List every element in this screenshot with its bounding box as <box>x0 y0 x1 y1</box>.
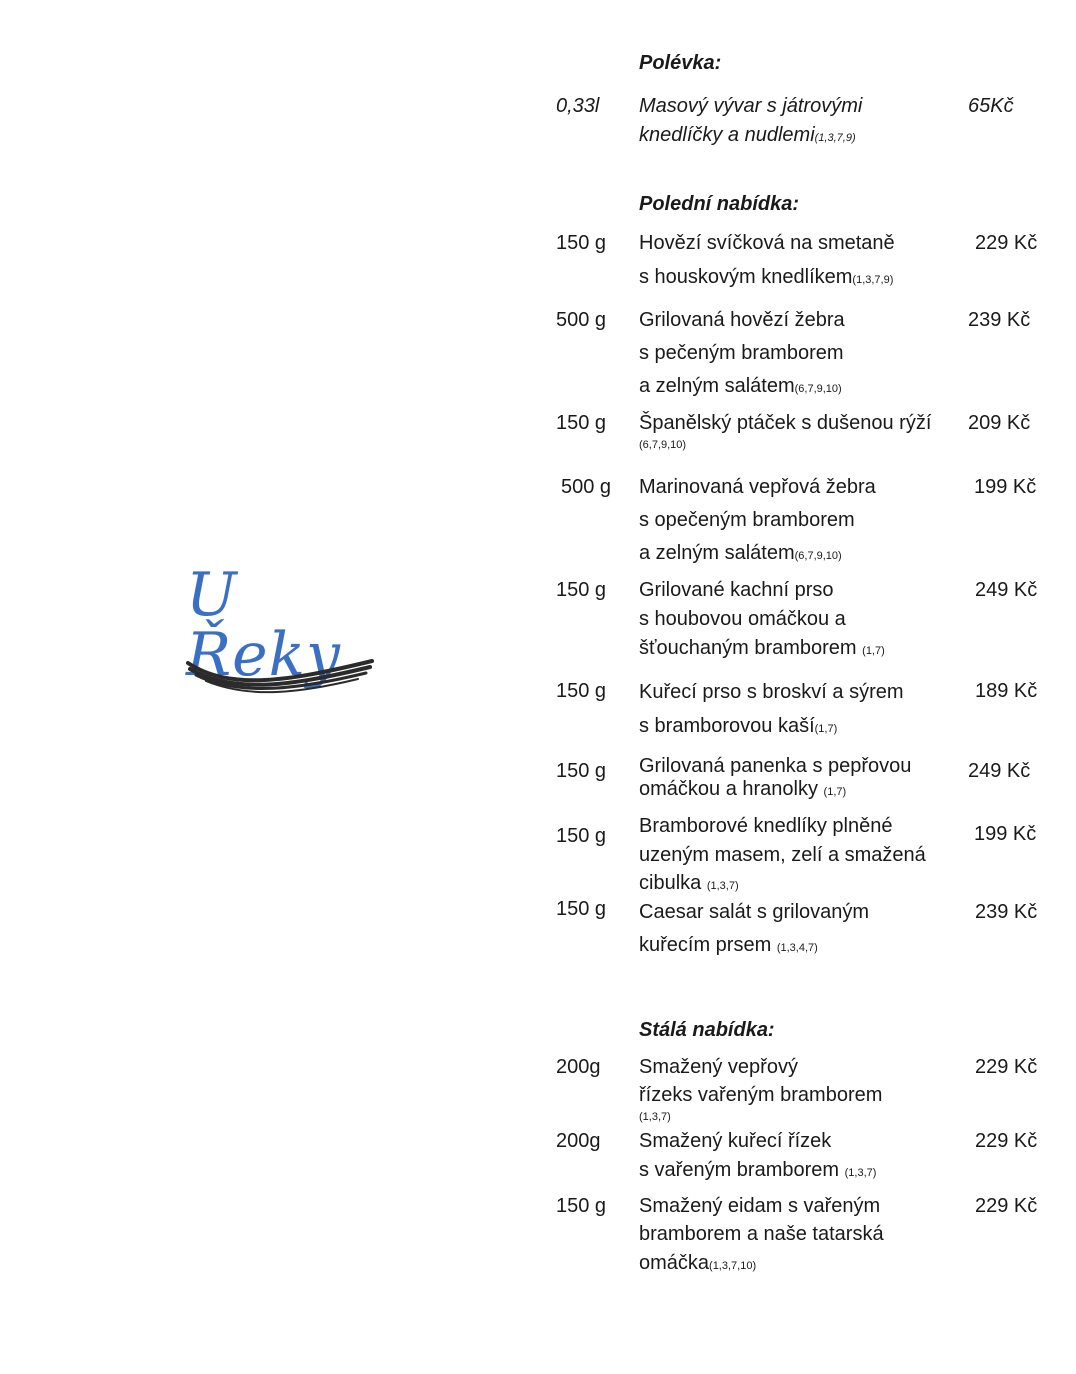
item-price: 199 Kč <box>974 476 1037 498</box>
item-desc-line2 <box>639 263 893 294</box>
item-desc-line1: Kuřecí prso s broskví a sýrem <box>639 681 904 703</box>
item-desc: s houskovým knedlíkem <box>639 266 853 288</box>
item-desc-line2 <box>639 931 818 962</box>
item-desc-line2: řízeks vařeným bramborem <box>639 1084 883 1106</box>
allergens: (6,7,9,10) <box>639 439 687 451</box>
item-weight: 200g <box>556 1056 601 1078</box>
item-weight: 150 g <box>556 825 607 847</box>
item-price: 249 Kč <box>975 579 1038 601</box>
item-desc-line2 <box>639 712 837 743</box>
logo-text: U Řeky <box>186 560 341 690</box>
item-desc-line3 <box>639 869 739 900</box>
item-desc: cibulka <box>639 872 707 894</box>
item-desc-line1: Španělský ptáček s dušenou rýží <box>639 412 932 434</box>
item-desc: kuřecím prsem <box>639 934 777 956</box>
soup-desc: knedlíčky a nudlemi <box>639 124 815 146</box>
item-desc: a zelným salátem <box>639 375 795 397</box>
item-price: 229 Kč <box>975 1056 1038 1078</box>
item-desc: s bramborovou kaší <box>639 715 815 737</box>
allergens: (1,3,7) <box>844 1167 877 1179</box>
item-price: 239 Kč <box>975 901 1038 923</box>
item-weight: 150 g <box>556 680 607 702</box>
item-weight: 200g <box>556 1130 601 1152</box>
item-desc-line1: Grilované kachní prso <box>639 579 834 601</box>
item-desc-line1: Smažený kuřecí řízek <box>639 1130 832 1152</box>
item-weight: 150 g <box>556 760 607 782</box>
item-weight: 150 g <box>556 898 607 920</box>
item-desc-line3 <box>639 634 885 665</box>
item-desc-line1: Grilovaná panenka s pepřovou <box>639 755 912 777</box>
item-price: 209 Kč <box>968 412 1031 434</box>
item-desc-line1: Bramborové knedlíky plněné <box>639 815 893 837</box>
item-price: 189 Kč <box>975 680 1038 702</box>
soup-line1: Masový vývar s játrovými <box>639 95 863 117</box>
item-desc-line3 <box>639 539 842 570</box>
item-desc-line1: Hovězí svíčková na smetaně <box>639 232 895 254</box>
item-desc-line1: Smažený eidam s vařeným <box>639 1195 881 1217</box>
item-price: 229 Kč <box>975 1195 1038 1217</box>
soup-line2 <box>639 121 856 152</box>
item-desc-line2 <box>639 1156 876 1187</box>
soup-heading: Polévka: <box>639 52 722 74</box>
standard-heading: Stálá nabídka: <box>639 1019 775 1041</box>
item-desc-line1: Marinovaná vepřová žebra <box>639 476 876 498</box>
allergens: (1,7) <box>862 645 885 657</box>
item-desc: s vařeným bramborem <box>639 1159 845 1181</box>
allergens: (1,3,7,9) <box>852 274 894 286</box>
item-price: 239 Kč <box>968 309 1031 331</box>
item-desc-line2: s pečeným bramborem <box>639 342 844 364</box>
item-desc-line1: Grilovaná hovězí žebra <box>639 309 845 331</box>
item-weight: 500 g <box>561 476 612 498</box>
item-desc-line2: bramborem a naše tatarská <box>639 1223 884 1245</box>
item-desc-line3 <box>639 1249 756 1280</box>
allergens: (1,7) <box>814 723 838 735</box>
soup-weight: 0,33l <box>556 95 600 117</box>
allergens: (1,3,7,10) <box>709 1260 757 1272</box>
soup-price: 65Kč <box>968 95 1014 117</box>
item-weight: 150 g <box>556 1195 607 1217</box>
lunch-heading: Polední nabídka: <box>639 193 800 215</box>
item-price: 199 Kč <box>974 823 1037 845</box>
wave-icon <box>180 651 380 701</box>
item-price: 249 Kč <box>968 760 1031 782</box>
restaurant-logo <box>180 560 380 705</box>
allergens: (1,7) <box>823 786 847 798</box>
item-desc: a zelným salátem <box>639 542 795 564</box>
allergens: (6,7,9,10) <box>794 550 842 562</box>
item-desc-line2: uzeným masem, zelí a smažená <box>639 844 926 866</box>
allergens: (1,3,7) <box>639 1111 671 1123</box>
allergens: (1,3,7) <box>706 880 739 892</box>
item-weight: 500 g <box>556 309 607 331</box>
item-price: 229 Kč <box>975 1130 1038 1152</box>
item-desc-line1: Smažený vepřový <box>639 1056 798 1078</box>
item-desc-line3 <box>639 372 842 403</box>
item-desc-line2 <box>639 775 846 806</box>
item-weight: 150 g <box>556 232 607 254</box>
item-desc-line2: s opečeným bramborem <box>639 509 855 531</box>
item-desc: omáčkou a hranolky <box>639 778 824 800</box>
item-desc-line1: Caesar salát s grilovaným <box>639 901 870 923</box>
allergens: (6,7,9,10) <box>794 383 842 395</box>
item-weight: 150 g <box>556 579 607 601</box>
allergens: (1,3,7,9) <box>814 132 856 144</box>
item-desc: omáčka <box>639 1252 710 1274</box>
item-weight: 150 g <box>556 412 607 434</box>
item-desc: šťouchaným bramborem <box>639 637 863 659</box>
allergens: (1,3,4,7) <box>776 942 818 954</box>
item-desc-line2: s houbovou omáčkou a <box>639 608 846 630</box>
item-price: 229 Kč <box>975 232 1038 254</box>
